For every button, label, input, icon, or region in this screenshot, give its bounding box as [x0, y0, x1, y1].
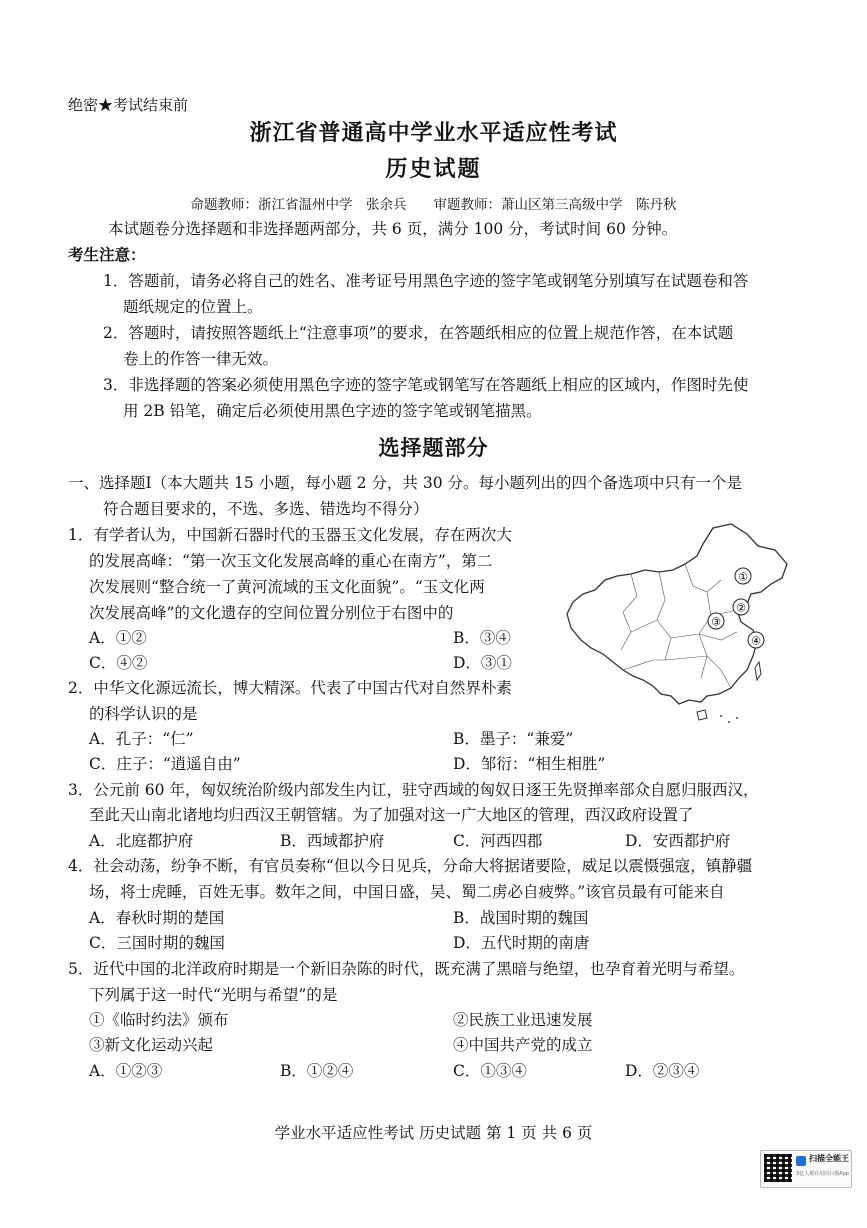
- q5-option-d: D．②③④: [625, 1062, 700, 1080]
- exam-intro: 本试题卷分选择题和非选择题两部分，共 6 页，满分 100 分，考试时间 60 分钟。: [108, 220, 678, 238]
- map-marker-2: ②: [736, 601, 746, 615]
- question-1-text: 次发展高峰”的文化遗存的空间位置分别位于右图中的: [89, 604, 454, 622]
- taiwan-island: [755, 662, 761, 680]
- q5-option-b: B．①②④: [280, 1062, 354, 1080]
- q3-option-b: B．西域都护府: [280, 832, 385, 850]
- south-sea-islands: [720, 715, 738, 723]
- q1-option-c: C．④②: [89, 654, 148, 672]
- question-1-text: 的发展高峰：“第一次玉文化发展高峰的重心在南方”，第二: [89, 552, 493, 570]
- question-4-text: 4．社会动荡，纷争不断，有官员奏称“但以今日见兵，分命大将据诸要险，威足以震慑强寇，镇静疆: [68, 857, 753, 875]
- question-1-text: 次发展则“整合统一了黄河流域的玉文化面貌”。“玉文化两: [89, 578, 485, 596]
- scanner-name: 扫描全能王: [809, 1154, 849, 1163]
- notice-line: 3．非选择题的答案必须使用黑色字迹的签字笔或钢笔写在答题纸上相应的区域内，作图时先使: [103, 376, 749, 394]
- part-instructions-cont: 符合题目要求的，不选、多选、错选均不得分）: [103, 500, 429, 518]
- qr-code-icon: [764, 1154, 792, 1182]
- question-5-text: 下列属于这一时代“光明与希望”的是: [89, 986, 338, 1004]
- question-5-text: 5．近代中国的北洋政府时期是一个新旧杂陈的时代，既充满了黑暗与绝望，也孕育着光明与希望。: [68, 960, 745, 978]
- notice-line: 1．答题前，请务必将自己的姓名、准考证号用黑色字迹的签字笔或钢笔分别填写在试题卷和答: [103, 272, 749, 290]
- q2-option-d: D．邹衍：“相生相胜”: [453, 755, 606, 773]
- question-3-text: 至此天山南北诸地均归西汉王朝管辖。为了加强对这一广大地区的管理，西汉政府设置了: [89, 806, 694, 824]
- map-marker-3: ③: [711, 615, 721, 629]
- question-3-text: 3．公元前 60 年，匈奴统治阶级内部发生内讧，驻守西域的匈奴日逐王先贤掸率部众自愿归服西汉，: [68, 781, 759, 799]
- q2-option-c: C．庄子：“逍遥自由”: [89, 755, 241, 773]
- q5-item-2: ②民族工业迅速发展: [453, 1011, 593, 1029]
- section-title: 选择题部分: [378, 435, 489, 460]
- q1-option-d: D．③①: [453, 654, 512, 672]
- china-outline: [567, 524, 787, 704]
- q1-option-b: B．③④: [453, 629, 511, 647]
- q5-item-1: ①《临时约法》颁布: [89, 1011, 229, 1029]
- question-1-text: 1．有学者认为，中国新石器时代的玉器玉文化发展，存在两次大: [68, 526, 512, 544]
- notice-line: 题纸规定的位置上。: [123, 298, 263, 316]
- q4-option-b: B．战国时期的魏国: [453, 909, 589, 927]
- notice-line: 用 2B 铅笔，确定后必须使用黑色字迹的签字笔或钢笔描黑。: [123, 402, 542, 420]
- china-map: [561, 520, 791, 730]
- q2-option-b: B．墨子：“兼爱”: [453, 730, 574, 748]
- confidential-label: 绝密★考试结束前: [68, 96, 189, 114]
- question-2-text: 2．中华文化源远流长，博大精深。代表了中国古代对自然界朴素: [68, 679, 512, 697]
- subject-title: 历史试题: [385, 156, 482, 182]
- map-marker-1: ①: [738, 570, 748, 584]
- q4-option-a: A．春秋时期的楚国: [89, 909, 225, 927]
- page-footer: 学业水平适应性考试 历史试题 第 1 页 共 6 页: [274, 1124, 593, 1142]
- author-line: 命题教师：浙江省温州中学 张余兵 审题教师：萧山区第三高级中学 陈丹秋: [190, 197, 677, 213]
- q4-option-d: D．五代时期的南唐: [453, 934, 590, 952]
- part-instructions: 一、选择题Ⅰ（本大题共 15 小题，每小题 2 分，共 30 分。每小题列出的四个备选项中只有一个是: [68, 474, 742, 492]
- exam-title: 浙江省普通高中学业水平适应性考试: [249, 120, 618, 146]
- q1-option-a: A．①②: [89, 629, 147, 647]
- question-2-text: 的科学认识的是: [89, 705, 198, 723]
- scanner-tagline: 3亿人都在用的扫描App: [796, 1171, 849, 1177]
- q5-option-a: A．①②③: [89, 1062, 163, 1080]
- q3-option-a: A．北庭都护府: [89, 832, 194, 850]
- scanner-watermark: [760, 1150, 852, 1188]
- q5-item-4: ④中国共产党的成立: [453, 1036, 593, 1054]
- map-marker-4: ④: [751, 634, 761, 648]
- question-4-text: 场，将士虎睡，百姓无事。数年之间，中国日盛，吴、蜀二虏必自疲弊。”该官员最有可能来自: [89, 883, 725, 901]
- q4-option-c: C．三国时期的魏国: [89, 934, 225, 952]
- q5-item-3: ③新文化运动兴起: [89, 1036, 214, 1054]
- q3-option-c: C．河西四郡: [453, 832, 543, 850]
- q5-option-c: C．①③④: [453, 1062, 527, 1080]
- q3-option-d: D．安西都护府: [625, 832, 731, 850]
- hainan-island: [697, 710, 707, 720]
- notice-line: 卷上的作答一律无效。: [123, 350, 279, 368]
- q2-option-a: A．孔子：“仁”: [89, 730, 194, 748]
- scanner-logo-icon: [796, 1156, 806, 1166]
- notice-heading: 考生注意：: [68, 245, 146, 264]
- notice-line: 2．答题时，请按照答题纸上“注意事项”的要求，在答题纸相应的位置上规范作答，在本试题: [103, 324, 734, 342]
